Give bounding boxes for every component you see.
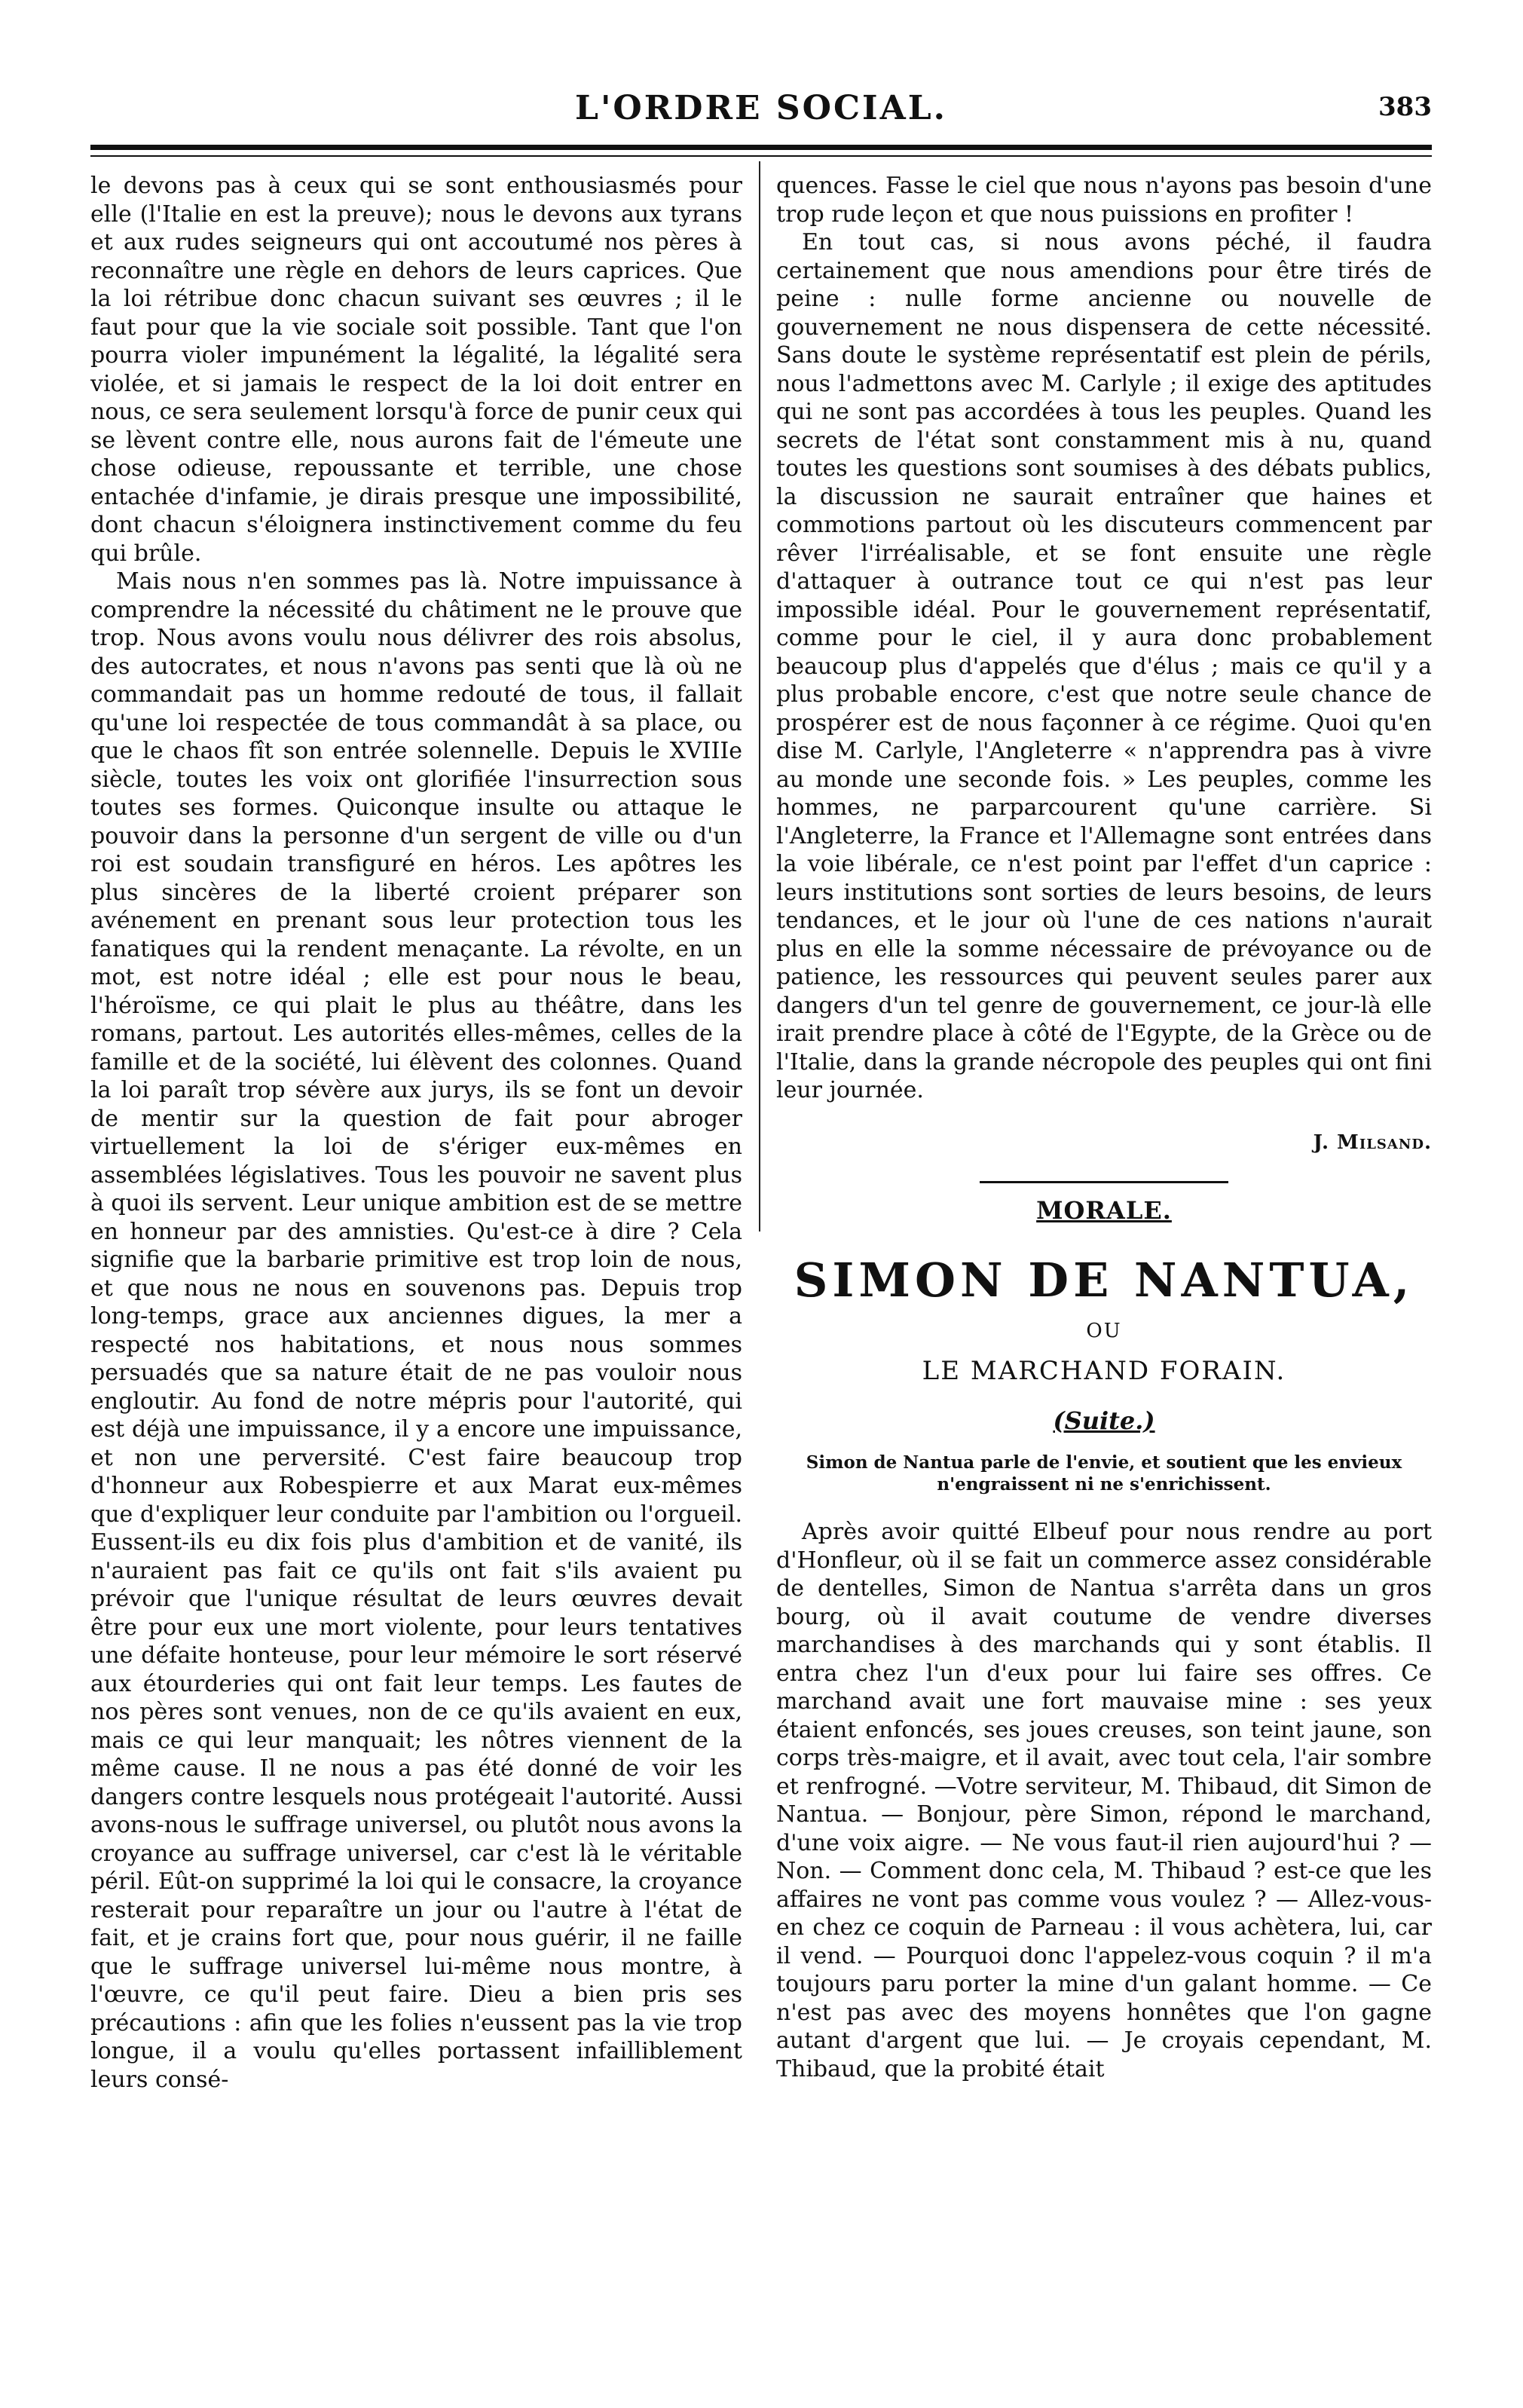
left-paragraph-2: Mais nous n'en sommes pas là. Notre impuissance à comprendre la nécessité du châtiment ne le prouve que trop. Nous avons voulu nous délivrer des rois absolus, des autocrates, et nous n'avons pas senti que là où ne commandait pas un homme redouté de tous, il fallait qu'une loi respectée de tous commandât à sa place, ou que le chaos fît son entrée solennelle. Depuis le XVIIIe siècle, toutes les voix ont glorifiée l'insurrection sous toutes ses formes. Quiconque insulte ou attaque le pouvoir dans la personne d'un sergent de ville ou d'un roi est soudain transfiguré en héros. Les apôtres les plus sincères de la liberté croient préparer son avénement en prenant sous leur protection tous les fanatiques qui la rendent menaçante. La révolte, en un mot, est notre idéal ; elle est pour nous le beau, l'héroïsme, ce qui plait le plus au théâtre, dans les romans, partout. Les autorités elles-mêmes, celles de la famille et de la société, lui élèvent des colonnes. Quand la loi paraît trop sévère aux jurys, ils se font un devoir de mentir sur la question de fait pour abroger virtuellement la loi de s'ériger eux-mêmes en assemblées législatives. Tous les pouvoir ne savent plus à quoi ils servent. Leur unique ambition est de se mettre en honneur par des amnisties. Qu'est-ce à dire ? Cela signifie que la barbarie primitive est trop loin de nous, et que nous ne nous en souvenons pas. Depuis trop long-temps, grace aux anciennes digues, la mer a respecté nos habitations, et nous nous sommes persuadés que sa nature était de ne pas vouloir nous engloutir. Au fond de notre mépris pour l'autorité, qui est déjà une impuissance, il y a encore une impuissance, et non une perversité. C'est faire beaucoup trop d'honneur aux Robespierre et aux Marat eux-mêmes que d'expliquer leur conduite par l'ambition ou l'orgueil. Eussent-ils eu dix fois plus d'ambition et de vanité, ils n'auraient pas fait ce qu'ils ont fait s'ils avaient pu prévoir que l'unique résultat de leurs œuvres devait être pour eux une mort violente, pour leurs tentatives une défaite honteuse, pour leur mémoire le sort réservé aux étourderies qui ont fait leur temps. Les fautes de nos pères sont venues, non de ce qu'ils avaient en eux, mais ce qui leur manquait; les nôtres viennent de la même cause. Il ne nous a pas été donné de voir les dangers contre lesquels nous protégeait l'autorité. Aussi avons-nous le suffrage universel, ou plutôt nous avons la croyance au suffrage universel, car c'est là le véritable péril. Eût-on supprimé la loi qui le consacre, la croyance resterait pour reparaître un jour ou l'autre à l'état de fait, et je crains fort que, pour nous guérir, il ne faille que le suffrage universel lui-même nous montre, à l'œuvre, ce qu'il peut faire. Dieu a bien pris ses précautions : afin que les folies n'eussent pas la vie trop longue, il a voulu qu'elles portassent infailliblement leurs consé- — [90, 568, 742, 2093]
chapter-summary: Simon de Nantua parle de l'envie, et soutient que les envieux n'engraissent ni ne s'enrichissent. — [806, 1452, 1402, 1495]
article-subtitle: LE MARCHAND FORAIN. — [922, 1356, 1286, 1386]
right-paragraph-1: quences. Fasse le ciel que nous n'ayons pas besoin d'une trop rude leçon et que nous puissions en profiter ! — [776, 173, 1432, 228]
journal-title: L'ORDRE SOCIAL. — [575, 89, 947, 127]
story-paragraph-1: Après avoir quitté Elbeuf pour nous rendre au port d'Honfleur, où il se fait un commerce assez considérable de dentelles, Simon de Nantua s'arrêta dans un gros bourg, où il avait coutume de vendre diverses marchandises à des marchands qui y sont établis. Il entra chez l'un d'eux pour lui faire ses offres. Ce marchand avait une fort mauvaise mine : ses yeux étaient enfoncés, ses joues creuses, son teint jaune, son corps très-maigre, et il avait, avec tout cela, l'air sombre et renfrogné. —Votre serviteur, M. Thibaud, dit Simon de Nantua. — Bonjour, père Simon, répond le marchand, d'une voix aigre. — Ne vous faut-il rien aujourd'hui ? — Non. — Comment donc cela, M. Thibaud ? est-ce que les affaires ne vont pas comme vous voulez ? — Allez-vous-en chez ce coquin de Parneau : il vous achètera, lui, car il vend. — Pourquoi donc l'appelez-vous coquin ? il m'a toujours paru porter la mine d'un galant homme. — Ce n'est pas avec des moyens honnêtes que l'on gagne autant d'argent que lui. — Je croyais cependant, M. Thibaud, que la probité était — [776, 1519, 1432, 2082]
page-header — [90, 89, 1432, 142]
left-paragraph-1: le devons pas à ceux qui se sont enthousiasmés pour elle (l'Italie en est la preuve); nous le devons aux tyrans et aux rudes seigneurs qui ont accoutumé nos pères à reconnaître une règle en dehors de leurs caprices. Que la loi rétribue donc chacun suivant ses œuvres ; il le faut pour que la vie sociale soit possible. Tant que l'on pourra violer impunément la légalité, la légalité sera violée, et si jamais le respect de la loi doit entrer en nous, ce sera seulement lorsqu'à force de punir ceux qui se lèvent contre elle, nous aurons fait de l'émeute une chose odieuse, repoussante et terrible, une chose entachée d'infamie, je dirais presque une impossibilité, dont chacun s'éloignera instinctivement comme du feu qui brûle. — [90, 173, 742, 567]
author-signature: J. Milsand. — [1313, 1131, 1432, 1154]
right-column — [776, 172, 1432, 2083]
header-rule-thick — [90, 145, 1432, 150]
article-or: OU — [1086, 1319, 1122, 1342]
column-divider — [759, 161, 760, 1232]
section-divider — [980, 1181, 1228, 1183]
article-title: SIMON DE NANTUA, — [794, 1252, 1414, 1308]
story-body — [776, 1518, 1432, 2083]
section-label: MORALE. — [1036, 1196, 1172, 1225]
continued-note-text: (Suite.) — [1053, 1406, 1155, 1435]
header-rule-thin — [90, 155, 1432, 157]
page-number: 383 — [1378, 92, 1432, 122]
right-paragraph-2: En tout cas, si nous avons péché, il faudra certainement que nous amendions pour être tirés de peine : nulle forme ancienne ou nouvelle de gouvernement ne nous dispensera de cette nécessité. Sans doute le système représentatif est plein de périls, nous l'admettons avec M. Carlyle ; il exige des aptitudes qui ne sont pas accordées à tous les peuples. Quand les secrets de l'état sont constamment mis à nu, quand toutes les questions sont soumises à des débats publics, la discussion ne saurait entraîner que haines et commotions partout où les discuteurs commencent par rêver l'irréalisable, et se font ensuite une règle d'attaquer à outrance tout ce qui n'est pas leur impossible idéal. Pour le gouvernement représentatif, comme pour le ciel, il y aura donc probablement beaucoup plus d'appelés que d'élus ; mais ce qu'il y a plus probable encore, c'est que notre seule chance de prospérer est de nous façonner à ce régime. Quoi qu'en dise M. Carlyle, l'Angleterre « n'apprendra pas à vivre au monde une seconde fois. » Les peuples, comme les hommes, ne parparcourent qu'une carrière. Si l'Angleterre, la France et l'Allemagne sont entrées dans la voie libérale, ce n'est point par l'effet d'un caprice : leurs institutions sont sorties de leurs besoins, de leurs tendances, et le jour où l'une de ces nations n'aurait plus en elle la somme nécessaire de prévoyance ou de patience, les ressources qui peuvent seules parer aux dangers d'un tel genre de gouvernement, ce jour-là elle irait prendre place à côté de l'Egypte, de la Grèce ou de l'Italie, dans la grande nécropole des peuples qui ont fini leur journée. — [776, 229, 1432, 1103]
continued-note — [776, 1407, 1432, 1436]
left-column — [90, 172, 742, 2094]
